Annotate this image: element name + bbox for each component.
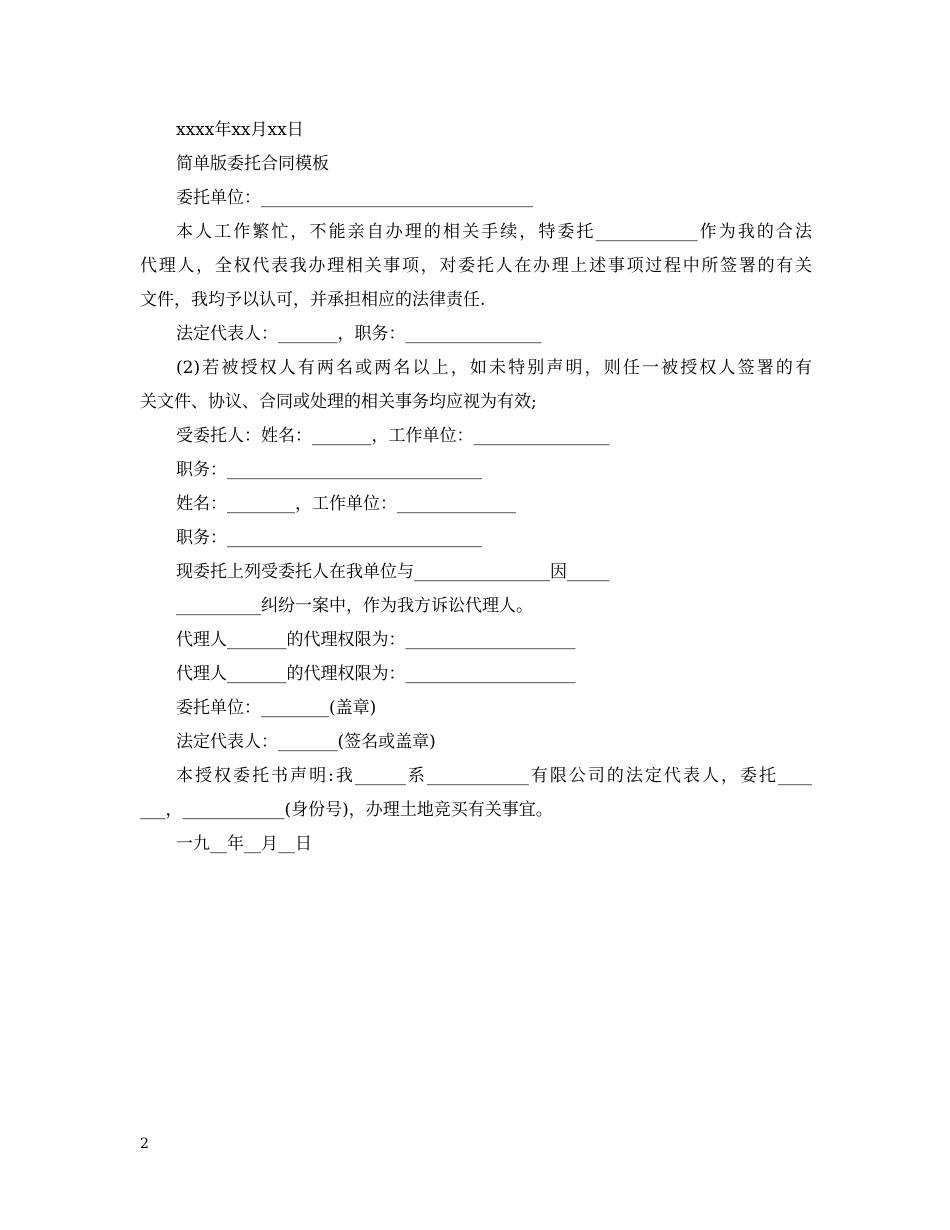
name-line: 姓名：________，工作单位：______________ — [176, 494, 516, 514]
seal-line: 委托单位：________(盖章) — [176, 698, 377, 718]
position-line: 职务：______________________________ — [176, 528, 482, 548]
date-line: xxxx年xx月xx日 — [176, 120, 304, 140]
agent-authority-line: 代理人_______的代理权限为：____________________ — [176, 630, 576, 650]
position-line: 职务：______________________________ — [176, 460, 482, 480]
page-number: 2 — [140, 1136, 149, 1152]
paragraph-line: 文件，我均予以认可，并承担相应的法律责任. — [140, 290, 486, 310]
closing-date-line: 一九__年__月__日 — [176, 834, 312, 854]
paragraph-line: __________纠纷一案中，作为我方诉讼代理人。 — [176, 596, 533, 616]
agent-authority-line: 代理人_______的代理权限为：____________________ — [176, 664, 576, 684]
paragraph-line: (2)若被授权人有两名或两名以上，如未特别声明，则任一被授权人签署的有 — [176, 358, 812, 378]
paragraph-line: 代理人，全权代表我办理相关事项，对委托人在办理上述事项过程中所签署的有关 — [140, 256, 812, 276]
paragraph-line: 本人工作繁忙，不能亲自办理的相关手续，特委托____________作为我的合法 — [176, 222, 812, 242]
trustee-line: 受委托人：姓名：_______，工作单位：________________ — [176, 426, 610, 446]
entrusting-unit-line: 委托单位：________________________________ — [176, 188, 533, 208]
paragraph-line: 现委托上列受委托人在我单位与________________因_____ — [176, 562, 610, 582]
declaration-line: ___，____________(身份号)，办理土地竞买有关事宜。 — [140, 800, 553, 820]
paragraph-line: 关文件、协议、合同或处理的相关事务均应视为有效; — [140, 392, 537, 412]
legal-representative-line: 法定代表人：_______，职务：________________ — [176, 324, 542, 344]
declaration-line: 本授权委托书声明:我______系____________有限公司的法定代表人，委托____ — [176, 766, 812, 786]
signature-line: 法定代表人：_______(签名或盖章) — [176, 732, 436, 752]
document-title: 简单版委托合同模板 — [176, 154, 329, 174]
